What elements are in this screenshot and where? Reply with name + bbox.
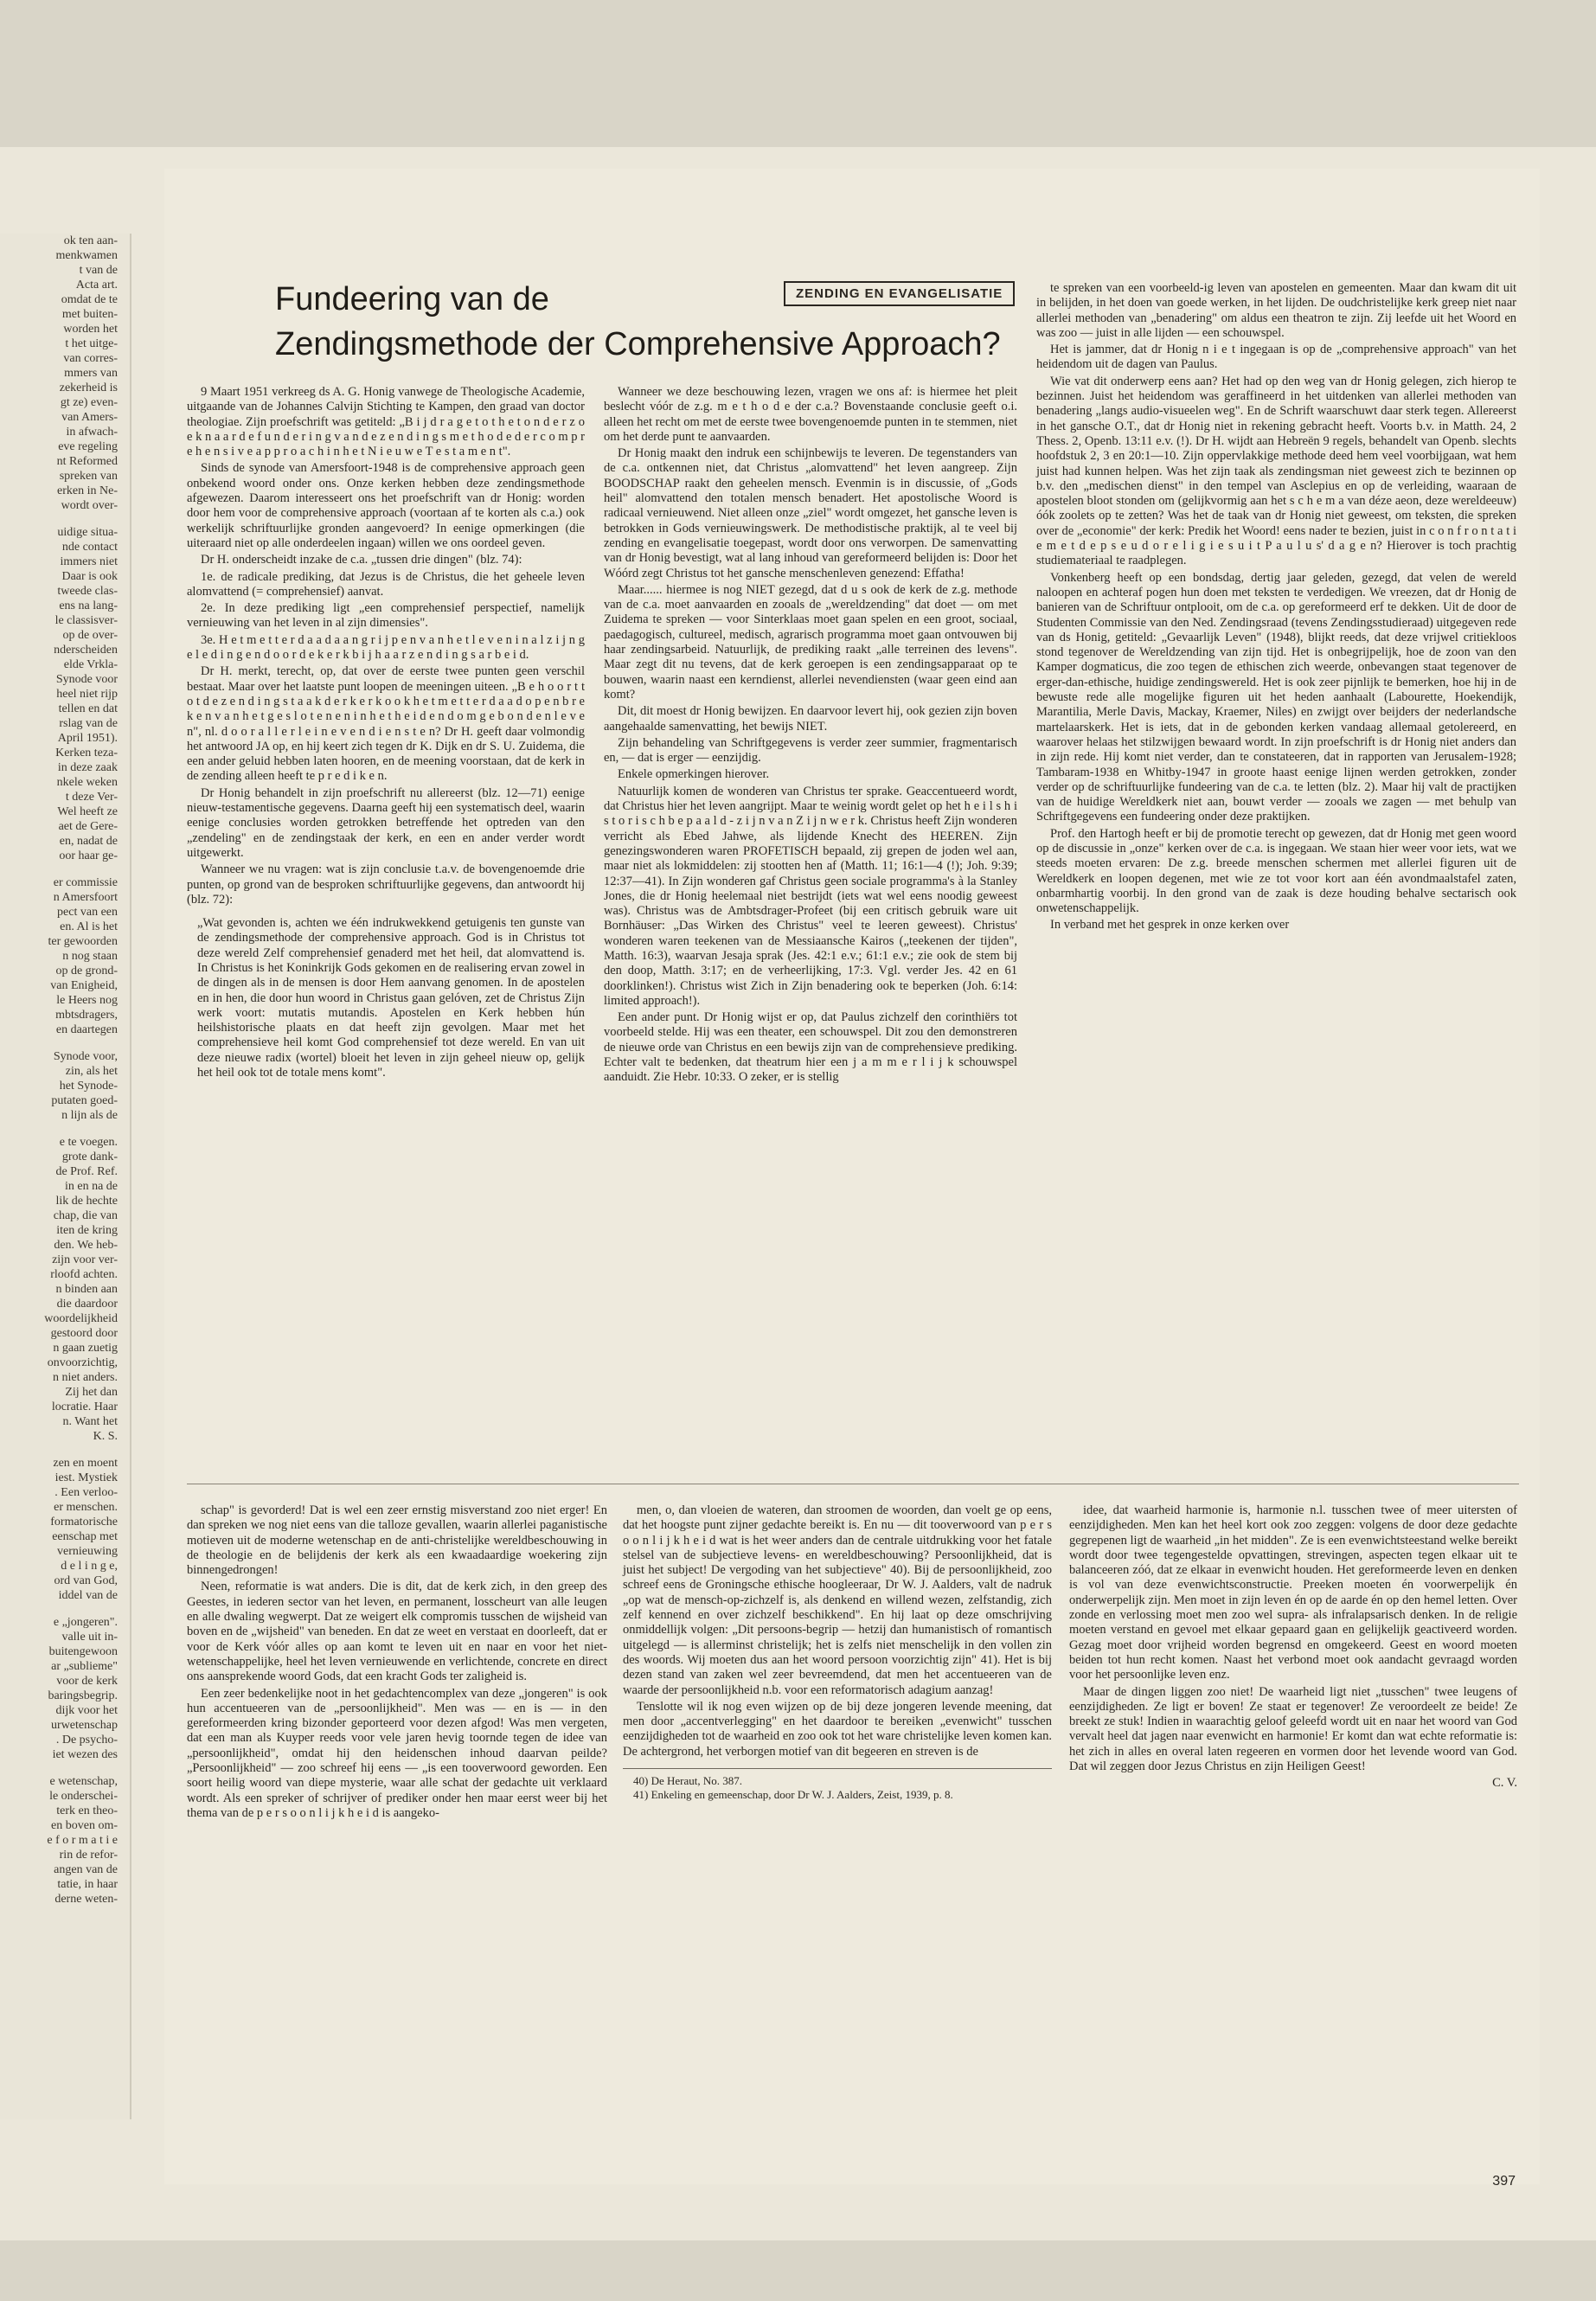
page-fragment: uidige situa- nde contact immers niet Daar is ook tweede clas- ens na lang- le classisver- op de over- nderscheiden elde Vrkla- Synode voor heel niet rijp tellen en dat rslag van de April 1951). Kerken teza- in deze zaak nkele weken t deze Ver- Wel heeft ze aet de Gere- en, nadat de oor haar ge- <box>54 526 118 862</box>
paragraph: idee, dat waarheid harmonie is, harmonie n.l. tusschen twee of meer uitersten of eenzijdigheden. Men kan het heel kort ook zoo zeggen: volgens de door deze gedachte gegrepenen ligt de waarheid „in het midden". Ze is een evenwichtsteestand welke bereikt wordt door twee tegengestelde opvattingen, strevingen, aspecten tegen elkaar uit te balanceeren zóó, dat ze elkaar in evenwicht houden. Het gereformeerde leven en denken is vol van deze evenwichtsconstructie. Preeken moeten én voorwerpelijk én onderwerpelijk zijn. Men moet in zijn leven én op de aarde én op den hemel letten. Over zonde en verlossing moet men zoo wel supra- als infralapsarisch denken. In de religie moeten verstand en gevoel met elkaar gepaard gaan en gelijkelijk geactiveerd worden. Gezag moet door vrijheid worden begrensd en omgekeerd. Geest en woord moeten beiden tot hun recht komen. Naast het verbond moet ook aandacht gevraagd worden voor het persoonlijke leven enz. <box>1069 1503 1517 1682</box>
paragraph: Wanneer we deze beschouwing lezen, vragen we ons af: is hiermee het pleit beslecht vóór de z.g. m e t h o d e der c.a.? Bovenstaande conclusie geeft o.i. alleen het recht om met de eerste twee bovengenoemde punten in te stemmen, niet om het derde punt te aanvaarden. <box>604 385 1017 444</box>
paragraph: Maar de dingen liggen zoo niet! De waarheid ligt niet „tusschen" twee leugens of eenzijdigheden. Ze ligt er boven! Ze staat er tegenover! Ze veroordeelt ze beide! Ze breekt ze stuk! Indien in waarachtig geloof geleefd wordt uit en naar het woord van God vervalt heel dat jagen naar evenwicht en harmonie! Er komt dan wat echte reformatie is: het zich in alles en overal laten regeeren en vormen door het levende woord van God. Dat wil zeggen door Jezus Christus en zijn Heiligen Geest! <box>1069 1684 1517 1774</box>
paragraph: Dit, dit moest dr Honig bewijzen. En daarvoor levert hij, ook gezien zijn boven aangehaalde samenvatting, het bewijs NIET. <box>604 704 1017 734</box>
paragraph: Maar...... hiermee is nog NIET gezegd, dat d u s ook de kerk de z.g. methode van de c.a. moet aanvaarden en zooals de „wereldzending" dat doet — om met Zuidema te spreken — voor Sinterklaas moet gaan spelen en een groot, sociaal, paedagogisch, cultureel, medisch, agrarisch programma moet gaan ontvouwen bij haar zendingsarbeid. Natuurlijk, de prediking raakt „alle terreinen des levens". Maar zegt dit nu tevens, dat de kerk geroepen is een zendingsapparaat op te bouwen, waarin naast een kerndienst, allerlei nevendiensten (waar geen eind aan komt? <box>604 582 1017 702</box>
paragraph: te spreken van een voorbeeld-ig leven van apostelen en gemeenten. Maar dan kwam dit uit in belijden, in het doen van goede werken, in het lijden. De oudchristelijke kerk greep niet naar allerlei methoden van „benadering" om aldus een theatron te zijn. Zij leefde uit het Woord en was zoo — juist in alle lijden — een schouwspel. <box>1036 281 1516 340</box>
paragraph: Neen, reformatie is wat anders. Die is dit, dat de kerk zich, in den greep des Geestes, in iederen sector van het leven, en permanent, losscheurt van alle leugen en alle dwaling wegwerpt. Dat ze weigert elk compromis tusschen de wijsheid van boven en de „wijsheid" van beneden. En dat ze weet en verstaat en doorleeft, dat er voor de Kerk vóór alles op aan komt te leven uit en naar en voor het niet-wetenschappelijke, heel het leven vernieuwende en verlichtende, concrete en direct ons aansprekende woord Gods, dat een kracht Gods ter zaligheid is. <box>187 1580 607 1684</box>
paragraph: 3e. H e t m e t t e r d a a d a a n g r i j p e n v a n h e t l e v e n i n a l z i j n g e l e d i n g e n d o o r d e k e r k b i j h a a r z e n d i n g s a r b e i d. <box>187 632 585 663</box>
article-page <box>164 169 1540 2189</box>
paragraph: Dr Honig behandelt in zijn proefschrift nu allereerst (blz. 12—71) eenige nieuw-testamentische gegevens. Daarna geeft hij een systematisch deel, waarin eenige conclusies worden getrokken betreffende het optreden van den „zendeling" en de zendingstaak der kerk, en een en ander verder wordt uitgewerkt. <box>187 785 585 860</box>
paragraph: Wanneer we nu vragen: wat is zijn conclusie t.a.v. de bovengenoemde drie punten, op grond van de besproken schriftuurlijke gegevens, dan antwoordt hij (blz. 72): <box>187 862 585 907</box>
paragraph: Een ander punt. Dr Honig wijst er op, dat Paulus zichzelf den corinthiërs tot voorbeeld stelde. Hij was een theater, een schouwspel. Dit zou den demonstreren de nieuwe orde van Christus en een bewijs zijn van de comprehensieve prediking. Echter valt te bedenken, dat theatrum hier een j a m m e r l i j k schouwspel aanduidt. Zie Hebr. 10:33. O zeker, er is stellig <box>604 1010 1017 1085</box>
page-fragment: e wetenschap, le onderschei- terk en theo- en boven om- e f o r m a t i e rin de refor- angen van de tatie, in haar derne weten- <box>47 1775 118 1906</box>
footnote: 40) De Heraut, No. 387. <box>633 1774 742 1788</box>
paragraph: 1e. de radicale prediking, dat Jezus is de Christus, die het geheele leven alomvattend (= comprehensief) aanvat. <box>187 569 585 599</box>
author-signature: C. V. <box>1492 1776 1517 1791</box>
lower-column-1 <box>187 1503 607 1823</box>
paragraph: 9 Maart 1951 verkreeg ds A. G. Honig vanwege de Theologische Academie, uitgaande van de Johannes Calvijn Stichting te Kampen, den graad van doctor theologiae. Zijn proefschrift was getiteld: „B i j d r a g e t o t h e t o n d e r z o e k n a a r d e f u n d e r i n g v a n d e z e n d i n g s m e t h o d e d e r c o m p r e h e n s i v e a p p r o a c h i n h e t N i e u w e T e s t a m e n t". <box>187 385 585 459</box>
page-fragment: Synode voor, zin, als het het Synode- putaten goed- n lijn als de <box>51 1050 118 1122</box>
paragraph: Prof. den Hartogh heeft er bij de promotie terecht op gewezen, dat dr Honig met geen woord op de discussie in „onze" kerken over de c.a. is ingegaan. We staan hier weer voor iets, wat we steeds moeten ervaren: De z.g. breede menschen schermen met allerlei figuren uit de Wereldkerk en loopen degenen, met wie ze tot voor kort aan één avondmaalstafel zaten, onbarmhartig voorbij. In den grond van de zaak is deze houding behalve sectarisch ook onwetenschappelijk. <box>1036 826 1516 916</box>
page-fragment: e „jongeren". valle uit in- buitengewoon ar „sublieme" voor de kerk baringsbegrip. dijk voor het urwetenschap . De psycho- iet wezen des <box>48 1616 118 1761</box>
paragraph: Dr H. merkt, terecht, op, dat over de eerste twee punten geen verschil bestaat. Maar over het laatste punt loopen de meeningen uiteen. „B e h o o r t t o t d e z e n d i n g s t a a k d e r k e r k o o k h e t m e t t e r d a a d o p e n b r e k e n v a n h e t g e s l o t e n e n i n h e t h e i d e n d o m g e b o n d e n l e v e n", nl. d o o r a l l e r l e i n e v e n d i e n s t e n? Dr H. geeft daar volmondig het antwoord JA op, en hij keert zich tegen dr K. Dijk en dr S. U. Zuidema, die een ander geluid hebben laten hooren, en de meening voorstaan, dat de kerk in de zending alleen heeft te p r e d i k e n. <box>187 664 585 784</box>
page-fragment: er commissie n Amersfoort pect van een en. Al is het ter gewoorden n nog staan op de grond- van Enigheid, le Heers nog mbtsdragers, en daartegen <box>48 876 118 1036</box>
paragraph: In verband met het gesprek in onze kerken over <box>1050 918 1290 933</box>
paragraph: Enkele opmerkingen hierover. <box>618 767 770 782</box>
title-line-2: Zendingsmethode der Comprehensive Approach? <box>275 326 1001 362</box>
page-number: 397 <box>1492 2174 1516 2189</box>
paragraph: Dr H. onderscheidt inzake de c.a. „tussen drie dingen" (blz. 74): <box>201 553 522 567</box>
paragraph: Zijn behandeling van Schriftgegevens is verder zeer summier, fragmentarisch en, — dat is erger — eenzijdig. <box>604 735 1017 766</box>
previous-page-edge <box>0 234 131 2119</box>
footnote: 41) Enkeling en gemeenschap, door Dr W. J. Aalders, Zeist, 1939, p. 8. <box>633 1788 953 1802</box>
page-fragment: ok ten aan- menkwamen t van de Acta art. omdat de te met buiten- worden het t het uitge- van corres- mmers van zekerheid is gt ze) even- van Amers- in afwach- eve regeling nt Reformed spreken van erken in Ne- wordt over- <box>55 234 118 512</box>
paragraph: 2e. In deze prediking ligt „een comprehensief perspectief, namelijk vernieuwing van het leven in al zijn dimensies". <box>187 601 585 631</box>
lower-column-3 <box>1069 1503 1517 1791</box>
title-line-1: Fundeering van de <box>275 281 549 317</box>
paragraph: men, o, dan vloeien de wateren, dan stroomen de woorden, dan voelt ge op eens, dat het hoogste punt zijner gedachte bereikt is. En nu — dit tooverwoord van p e r s o o n l i j k h e i d wat is het weer anders dan de centrale uitdrukking voor het fatale stelsel van de subjectieve levens- en wereldbeschouwing? Persoonlijkheid, dat is juist het subject! De vergoding van het subjectieve" 40). Bij de persoonlijkheid, zoo schreef eens de Groningsche ethische hoogleeraar, Dr W. J. Aalders, valt de nadruk „op wat de mensch-op-zichzelf is, als denkend en willend wezen, zelfstandig, zich zelf kennend en over zichzelf beschikkend". En hij laat op deze omschrijving onmiddellijk volgen: „Dit persoons-begrip — hetzij dan humanistisch of romantisch uitgelegd — is allerminst christelijk; het is zelfs niet menschelijk in den vollen zin des woords. Wij moeten dus aan het woord persoon voorzichtig zijn" 41). Het is bij dezen stand van zaken wel zeer bevreemdend, dat men het accentueeren van de waarde der persoonlijkheid n.b. voor een reformatorisch adagium aanzag! <box>623 1503 1052 1697</box>
page-fragment: e te voegen. grote dank- de Prof. Ref. in en na de lik de hechte chap, die van iten de kring den. We heb- zijn voor ver- rloofd achten. n binden aan die daardoor woordelijkheid gestoord door n gaan zuetig onvoorzichtig, n niet anders. Zij het dan locratie. Haar n. Want het K. S. <box>44 1136 118 1443</box>
section-label: ZENDING EN EVANGELISATIE <box>784 281 1015 306</box>
column-2 <box>604 385 1017 1087</box>
page-fragment: zen en moent iest. Mystiek . Een verloo- er menschen. formatorische eenschap met vernieuwing d e l i n g e, ord van God, iddel van de <box>50 1457 118 1602</box>
footnotes <box>623 1768 1052 1802</box>
paragraph: Tenslotte wil ik nog even wijzen op de bij deze jongeren levende meening, dat men door „accentverlegging" en het daardoor te bereiken „evenwicht" tusschen eenzijdigheden tot de waarheid en zoo ook tot het ware christelijke leven komen kan. De achtergrond, het verborgen motief van dit begeeren en streven is de <box>623 1699 1052 1759</box>
paragraph: Sinds de synode van Amersfoort-1948 is de comprehensive approach geen onbekend woord onder ons. Onze kerken hebben deze zendingsmethode afgewezen. Daarom interesseert ons het proefschrift van dr Honig: worden door hem voor de comprehensive approach (voortaan af te korten als c.a.) ook werkelijk schriftuurlijke gronden aangevoerd? In eenige opmerkingen (die uiteraard niet op alle onderdeelen ingaan) willen we ons oordeel geven. <box>187 461 585 550</box>
lower-column-2 <box>623 1503 1052 1802</box>
paragraph: Een zeer bedenkelijke noot in het gedachtencomplex van deze „jongeren" is ook hun accentueeren van de „persoonlijkheid". Men was — en is — in den gereformeerden kring bizonder geporteerd voor dezen afgod! Was men vergeten, dat een man als Kuyper reeds voor vele jaren hevig toornde tegen de idee van „persoonlijkheid", omdat hij den heidenschen inhoud daarvan peilde? „Persoonlijkheid" — zoo schreef hij eens — „is een tooverwoord geworden. Een soort heilig woord van diepe mysterie, waar alle schat der gedachte uit verklaard wordt. Als een spreker of schrijver of prediker onder hen maar eerst weer bij het thema van de p e r s o o n l i j k h e i d is aangeko- <box>187 1686 607 1820</box>
paragraph: Natuurlijk komen de wonderen van Christus ter sprake. Geaccentueerd wordt, dat Christus hier het leven aangrijpt. Maar te weinig wordt gelet op het h e i l s h i s t o r i s c h b e p a a l d - z i j n v a n Z i j n w e r k. Christus heeft Zijn wonderen verricht als Ebed Jahwe, als lijdende Knecht des HEEREN. Zijn genezingswonderen waren PROFETISCH bepaald, zij grepen de joden wel aan, maar niet als lokmiddelen: zij stootten hen af (Matth. 11; 16:1—4 (!); Joh. 9:39; 12:37—41). In Zijn wonderen gaf Christus geen sociale programma's à la Stanley Jones, die dr Honig heelemaal niet bestrijdt (iets wat wel eens noodig geweest was). Christus was de Ambtsdrager-Profeet (bij een critisch gebruik ware uit Bornhäuser: „Das Wirken des Christus" veel te leeren geweest). Christus' wonderen waren teekenen van de Messiaansche Kairos („teekenen der tijden", Matth. 16:3), waarvan Jesaja sprak (Jes. 42:1 e.v.; 61:1 e.v.; zie ook de stem bij den doop, Matth. 3:17; en de verheerlijking, 17:3. Vgl. verder Jes. 42 en 61 doorklinken!). Christus wist Zich in Zijn benadering ook te beperken (Joh. 6:14: limited approach!). <box>604 784 1017 1008</box>
column-3 <box>1036 281 1516 935</box>
paragraph: Het is jammer, dat dr Honig n i e t ingegaan is op de „comprehensive approach" van het heidendom uit de dagen van Paulus. <box>1036 343 1516 372</box>
paragraph: Vonkenberg heeft op een bondsdag, dertig jaar geleden, gezegd, dat velen de wereld naloopen en achteraf pogen hun doen met teksten te verdedigen. We vreezen, dat dr Honig de banieren van de Schriftuur ontplooit, om de c.a. op gereformeerd erf te dekken. Uit de door de Studenten Commissie van den Ned. Zendingsraad (tevens Zendingsstudieraad) uitgegeven rede van ds Honig, getiteld: „Gevaarlijk Leven" (1948), blijkt reeds, dat deze vrijwel critiekloos stond tegenover de Wereldzending van zijn tijd. Het is onbegrijpelijk, hoe de zoon van den Kamper dogmaticus, die zoo tegen de ethischen zich weerde, onbevangen staat tegenover de erger-dan-ethische, huidige zendingswereld. Het is ook zeer pijnlijk te bemerken, hoe hij in de bewuste rede alle mogelijke figuren uit het heden aanhaalt (Labourette, Hoekendijk, Marantilia, Merle Davis, Mackay, Kraemer, Niles) en zwijgt over beijders der nederlandsche martelaarskerk. Het is iets, dat in de gebonden kerken vandaag allemaal getolereerd, en waarover helaas het stilzwijgen bewaard wordt. In zijn proefschrift is dr Honig niet anders dan in zijn rede. Hij komt niet verder, dan te constateeren, dat in rapporten van Jerusalem-1928; Tambaram-1938 en Whitby-1947 in groote haast eenige lijnen werden getrokken, zonder verder op de schriftuurlijke fundeering van de c.a. te letten (blz. 2). Maar hij valt de practijken van de huidige Wereldkerk niet aan, bouwt verder — zooals we zagen — met behulp van Schriftgegevens een fundeering onder deze praktijken. <box>1036 570 1516 824</box>
block-quote: „Wat gevonden is, achten we één indrukwekkend getuigenis ten gunste van de zendingsmethode der comprehensive approach. God is in Christus tot deze wereld Zelf comprehensief genaderd met het heil, dat alomvattend is. In Christus is het Koninkrijk Gods gekomen en de realisering ervan zowel in de dingen als in de mensen is door Hem aanvang genomen. In de apostelen en in hen, die door hun woord in Christus gaan gelóven, zet de Christus Zijn werk voort: mutatis mutandis. Apostelen en Kerk hebben hún heilshistorische plaats en dat heeft zijn gevolgen. Maar met het comprehensieve heil komt God comprehensief tot deze wereld. En van uit deze nieuwe radix (wortel) bloeit het leven in zijn geheel nieuw op, gelijk het heil ook tot de totale mens komt". <box>197 916 585 1080</box>
paragraph: Wie vat dit onderwerp eens aan? Het had op den weg van dr Honig gelegen, zich hierop te bezinnen. Juist het heidendom was geraffineerd in het uitdenken van allerlei methoden van benadering „langs audio-visueelen weg". En de Schrift waarschuwt daar sterk tegen. Allereerst in het gansche O.T., dat dr Honig niet in rekening gebracht heeft. Voorts b.v. in Matth. 24, 2 Thess. 2, Openb. 13:11 e.v. (!). Dr H. wijdt aan Hebreën 9 regels, behandelt van Openb. slechts hoofdstuk 2, 3 en 20:1—10. Zijn oppervlakkige methode deed hem veel voorbijgaan, wat hem juist had kunnen helpen. Was het zijn taak als zendingsman niet geweest zich te bezinnen op b.v. den „medischen dienst" in den tempel van Asclepius en op de verleiding, waaraan de apostelen bloot stonden om (gelijkvormig aan het s c h e m a van déze aeon, deze wereldeeuw) óók zoolets op te zetten? Was het de taak van dr Honig niet geweest, om teksten, die spreken over de „economie" der kerk: Predik het Woord! eens nader te bezien, juist in c o n f r o n t a t i e m e t d e p s e u d o r e l i g i e s u i t P a u l u s' d a g e n? Hierover is toch prachtig studiemateriaal te raadplegen. <box>1036 374 1516 568</box>
paragraph: Dr Honig maakt den indruk een schijnbewijs te leveren. De tegenstanders van de c.a. ontkennen niet, dat Christus „alomvattend" het leven aangreep. Zijn BOODSCHAP raakt den geheelen mensch. Evenmin is in discussie, of „Gods heil" alomvattend den totalen mensch benadert. Het apostolische Woord is radicaal vernieuwend. Niet alleen onze „ziel" wordt omgezet, het gansche leven is betrokken in Gods vernieuwingswerk. De methodistische praktijk, al te veel bij zending en evangelisatie toegepast, wordt door ons verworpen. De samenvatting van dr Honig bevestigt, wat al lang inhoud van gereformeerd belijden is: Door het Wóórd zegt Christus tot het gansche menschenleven genezend: Effatha! <box>604 446 1017 580</box>
paragraph: schap" is gevorderd! Dat is wel een zeer ernstig misverstand zoo niet erger! En dan spreken we nog niet eens van die talloze gevallen, waarin allerlei paganistische motieven uit de moderne wetenschap en de anti-christelijke wereldbeschouwing in de theologie en de belijdenis der kerk als een kwaadaardige woekering zijn binnengedrongen! <box>187 1503 607 1578</box>
column-1 <box>187 385 585 1089</box>
